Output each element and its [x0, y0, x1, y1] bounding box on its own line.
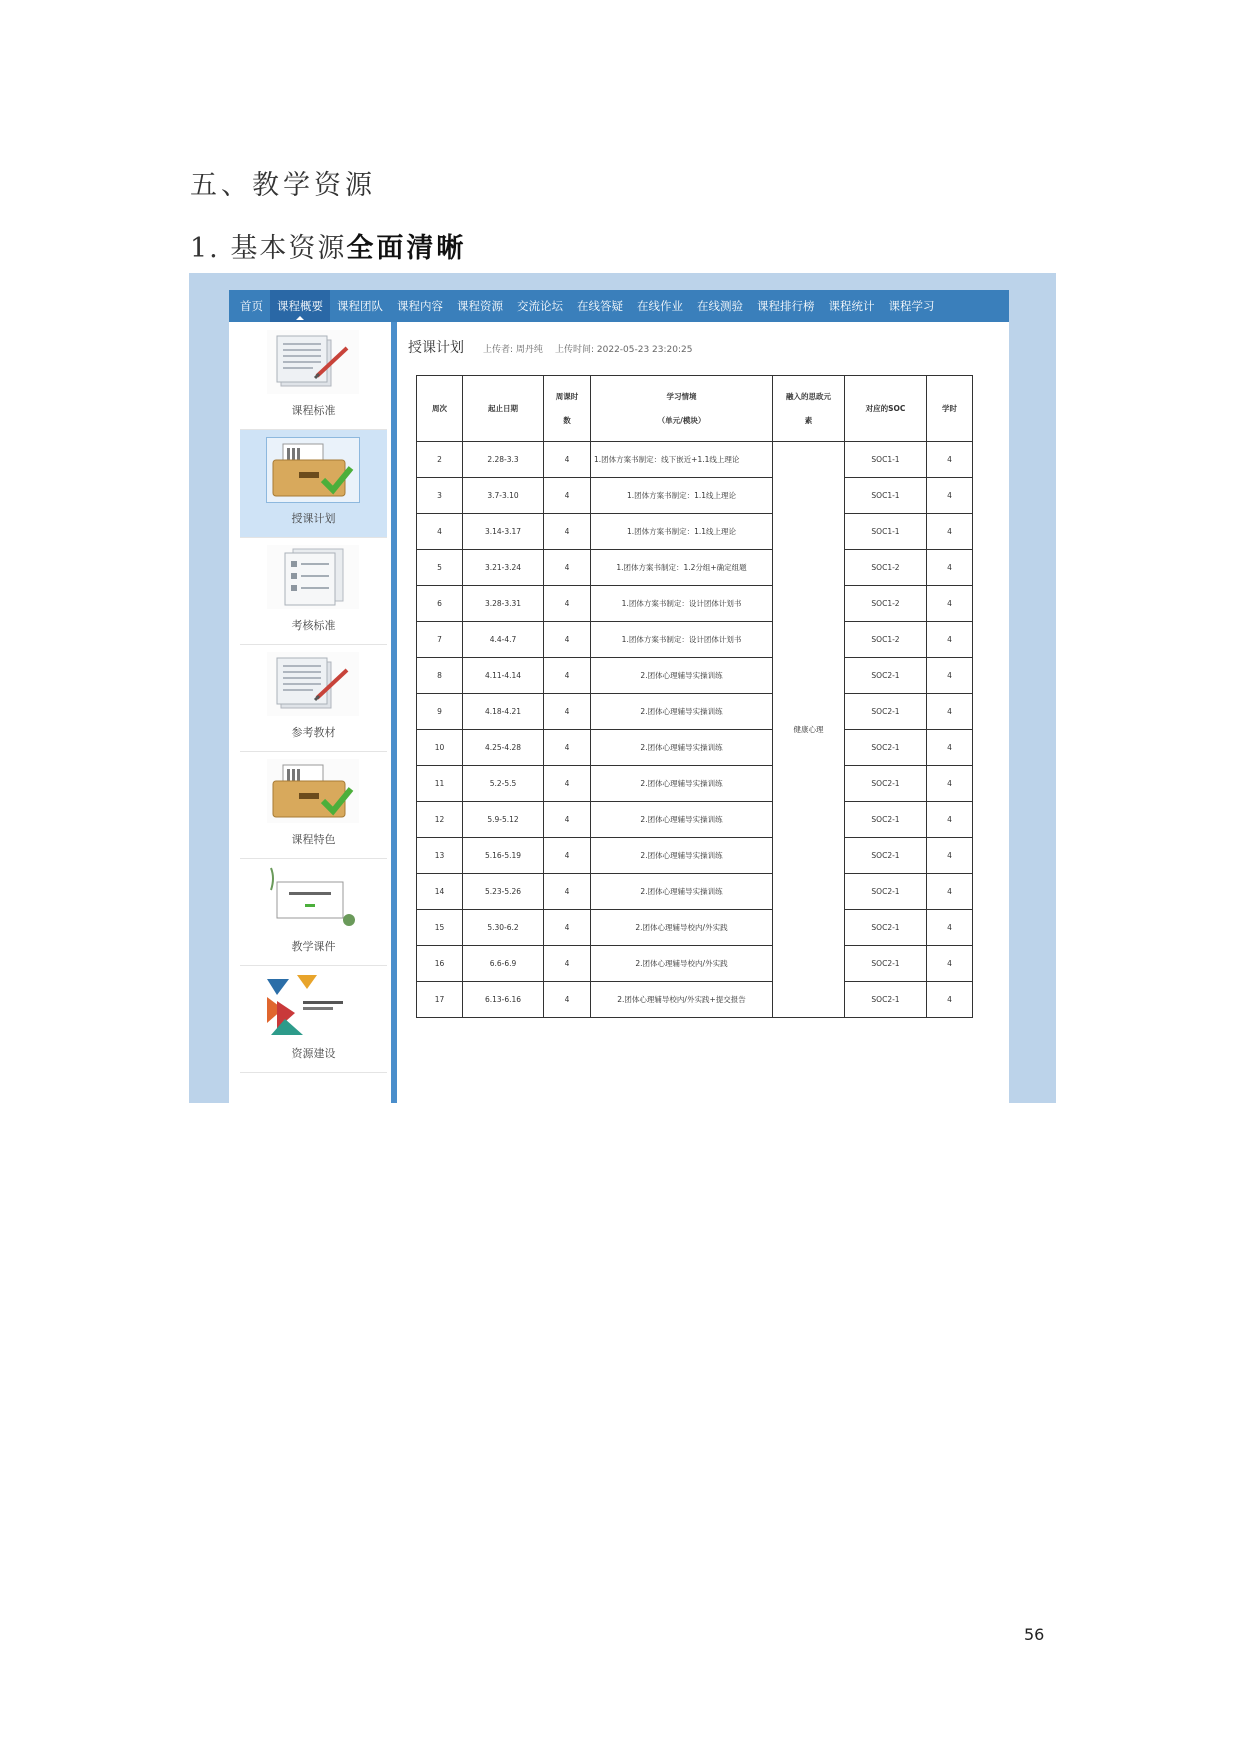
cell-week: 16 — [417, 946, 463, 982]
header-credit: 学时 — [927, 376, 973, 442]
cell-soc: SOC2-1 — [845, 730, 927, 766]
cell-hours: 4 — [544, 514, 591, 550]
nav-item-stats[interactable]: 课程统计 — [828, 299, 875, 313]
folder-check-icon — [267, 438, 359, 502]
header-week: 周次 — [417, 376, 463, 442]
cell-dates: 5.2-5.5 — [463, 766, 544, 802]
teaching-plan-table — [416, 375, 973, 1018]
cell-hours: 4 — [544, 550, 591, 586]
cell-week: 6 — [417, 586, 463, 622]
table-row — [417, 910, 973, 946]
cell-topic: 2.团体心理辅导实操训练 — [591, 802, 773, 838]
sidebar-item-resource-building[interactable] — [240, 965, 387, 1073]
cell-week: 3 — [417, 478, 463, 514]
header-ideology-line2: 素 — [804, 415, 813, 425]
nav-item-overview[interactable]: 课程概要 — [270, 290, 330, 322]
nav-item-team[interactable]: 课程团队 — [337, 299, 383, 313]
header-weekly-hours-line2: 数 — [563, 415, 571, 425]
sidebar-item-reference-books[interactable] — [240, 644, 387, 752]
cell-hours: 4 — [544, 730, 591, 766]
cell-week: 8 — [417, 658, 463, 694]
cell-week: 7 — [417, 622, 463, 658]
header-topic-line2: （单元/模块） — [657, 415, 706, 425]
sidebar-item-label: 课程特色 — [291, 833, 336, 846]
main-panel — [397, 322, 1009, 1103]
cell-hours: 4 — [544, 694, 591, 730]
nav-item-qa[interactable]: 在线答疑 — [577, 299, 623, 313]
table-row — [417, 622, 973, 658]
cell-dates: 3.7-3.10 — [463, 478, 544, 514]
cell-soc: SOC2-1 — [845, 838, 927, 874]
header-ideology-line1: 融入的思政元 — [786, 391, 831, 401]
cell-topic: 2.团体心理辅导实操训练 — [591, 658, 773, 694]
upload-time-text: 上传时间: 2022-05-23 23:20:25 — [555, 345, 693, 355]
cell-soc: SOC1-2 — [845, 586, 927, 622]
cell-credit: 4 — [927, 874, 973, 910]
sidebar — [229, 322, 391, 1103]
table-row — [417, 442, 973, 478]
cover-thumb-icon — [267, 973, 359, 1037]
cell-topic: 1.团体方案书制定：设计团体计划书 — [591, 586, 773, 622]
sidebar-item-course-standard[interactable] — [240, 322, 387, 430]
uploader-text: 上传者: 周丹纯 — [483, 345, 543, 355]
cell-soc: SOC2-1 — [845, 874, 927, 910]
table-body — [417, 442, 973, 1018]
sidebar-item-label: 资源建设 — [291, 1047, 336, 1060]
sidebar-item-assessment[interactable] — [240, 537, 387, 645]
table-row — [417, 658, 973, 694]
slide-thumb-icon — [267, 866, 359, 930]
cell-topic: 2.团体心理辅导实操训练 — [591, 694, 773, 730]
cell-credit: 4 — [927, 658, 973, 694]
cell-soc: SOC2-1 — [845, 658, 927, 694]
sidebar-item-label: 考核标准 — [291, 619, 336, 632]
cell-credit: 4 — [927, 910, 973, 946]
cell-credit: 4 — [927, 766, 973, 802]
cell-credit: 4 — [927, 478, 973, 514]
cell-week: 10 — [417, 730, 463, 766]
table-row — [417, 694, 973, 730]
cell-topic: 2.团体心理辅导实操训练 — [591, 766, 773, 802]
header-soc: 对应的SOC — [845, 376, 927, 442]
cell-hours: 4 — [544, 946, 591, 982]
cell-credit: 4 — [927, 550, 973, 586]
table-row — [417, 586, 973, 622]
cell-dates: 4.18-4.21 — [463, 694, 544, 730]
nav-item-resources[interactable]: 课程资源 — [457, 299, 503, 313]
nav-item-content[interactable]: 课程内容 — [397, 299, 443, 313]
cell-dates: 3.21-3.24 — [463, 550, 544, 586]
cell-soc: SOC2-1 — [845, 802, 927, 838]
cell-dates: 5.9-5.12 — [463, 802, 544, 838]
cell-hours: 4 — [544, 766, 591, 802]
cell-topic: 2.团体心理辅导校内/外实践 — [591, 910, 773, 946]
cell-week: 12 — [417, 802, 463, 838]
nav-item-quiz[interactable]: 在线测验 — [697, 299, 743, 313]
cell-week: 4 — [417, 514, 463, 550]
table-row — [417, 730, 973, 766]
sidebar-item-label: 教学课件 — [291, 940, 336, 953]
subsection-heading-prefix: 1. 基本资源 — [190, 233, 347, 264]
page-number: 56 — [1024, 1625, 1045, 1644]
nav-item-ranking[interactable]: 课程排行榜 — [757, 299, 815, 313]
screenshot-frame — [189, 273, 1056, 1103]
cell-hours: 4 — [544, 982, 591, 1018]
cell-week: 9 — [417, 694, 463, 730]
cell-dates: 5.30-6.2 — [463, 910, 544, 946]
cell-credit: 4 — [927, 982, 973, 1018]
header-topic — [591, 376, 773, 442]
cell-hours: 4 — [544, 658, 591, 694]
page-title: 授课计划 — [408, 340, 464, 356]
cell-topic: 1.团体方案书制定：1.2分组+确定组题 — [591, 550, 773, 586]
cell-credit: 4 — [927, 946, 973, 982]
cell-dates: 6.13-6.16 — [463, 982, 544, 1018]
cell-dates: 4.11-4.14 — [463, 658, 544, 694]
cell-week: 2 — [417, 442, 463, 478]
folder-check-icon — [267, 759, 359, 823]
sidebar-item-courseware[interactable] — [240, 858, 387, 966]
cell-credit: 4 — [927, 694, 973, 730]
table-row — [417, 550, 973, 586]
cell-topic: 1.团体方案书制定：设计团体计划书 — [591, 622, 773, 658]
cell-week: 5 — [417, 550, 463, 586]
subsection-heading-bold: 全面清晰 — [346, 233, 467, 264]
cell-soc: SOC2-1 — [845, 766, 927, 802]
section-heading: 五、教学资源 — [190, 170, 376, 201]
subsection-heading — [190, 226, 466, 265]
table-row — [417, 514, 973, 550]
nav-item-homework[interactable]: 在线作业 — [637, 299, 683, 313]
cell-dates: 2.28-3.3 — [463, 442, 544, 478]
sidebar-item-label: 参考教材 — [291, 726, 336, 739]
cell-dates: 3.14-3.17 — [463, 514, 544, 550]
cell-topic: 1.团体方案书制定：1.1线上理论 — [591, 514, 773, 550]
cell-topic: 2.团体心理辅导实操训练 — [591, 838, 773, 874]
cell-hours: 4 — [544, 802, 591, 838]
cell-soc: SOC1-2 — [845, 622, 927, 658]
cell-week: 11 — [417, 766, 463, 802]
cell-hours: 4 — [544, 478, 591, 514]
list-doc-icon — [267, 545, 359, 609]
nav-item-study[interactable]: 课程学习 — [888, 299, 935, 313]
cell-dates: 3.28-3.31 — [463, 586, 544, 622]
cell-credit: 4 — [927, 730, 973, 766]
cell-hours: 4 — [544, 442, 591, 478]
cell-soc: SOC1-1 — [845, 442, 927, 478]
cell-credit: 4 — [927, 514, 973, 550]
cell-week: 14 — [417, 874, 463, 910]
cell-topic: 1.团体方案书制定：线下嵌近+1.1线上理论 — [591, 442, 773, 478]
cell-soc: SOC1-1 — [845, 478, 927, 514]
cell-topic: 2.团体心理辅导实操训练 — [591, 730, 773, 766]
table-header-row — [417, 376, 973, 442]
header-topic-line1: 学习情境 — [666, 391, 697, 401]
document-pen-icon — [267, 652, 359, 716]
sidebar-item-label: 课程标准 — [291, 404, 336, 417]
cell-topic: 2.团体心理辅导校内/外实践 — [591, 946, 773, 982]
cell-topic: 2.团体心理辅导实操训练 — [591, 874, 773, 910]
table-row — [417, 946, 973, 982]
table-row — [417, 838, 973, 874]
cell-soc: SOC2-1 — [845, 910, 927, 946]
table-row — [417, 874, 973, 910]
cell-week: 13 — [417, 838, 463, 874]
header-dates: 起止日期 — [463, 376, 544, 442]
sidebar-item-features[interactable] — [240, 751, 387, 859]
header-weekly-hours-line1: 周课时 — [555, 391, 579, 401]
cell-hours: 4 — [544, 874, 591, 910]
cell-soc: SOC2-1 — [845, 694, 927, 730]
cell-week: 15 — [417, 910, 463, 946]
top-nav — [229, 290, 1009, 322]
cell-topic: 2.团体心理辅导校内/外实践+提交报告 — [591, 982, 773, 1018]
table-row — [417, 478, 973, 514]
cell-hours: 4 — [544, 586, 591, 622]
cell-hours: 4 — [544, 910, 591, 946]
cell-dates: 4.25-4.28 — [463, 730, 544, 766]
document-pen-icon — [267, 330, 359, 394]
nav-item-forum[interactable]: 交流论坛 — [517, 299, 563, 313]
nav-item-home[interactable]: 首页 — [240, 299, 263, 313]
cell-soc: SOC2-1 — [845, 982, 927, 1018]
table-row — [417, 802, 973, 838]
cell-credit: 4 — [927, 586, 973, 622]
cell-dates: 6.6-6.9 — [463, 946, 544, 982]
cell-credit: 4 — [927, 442, 973, 478]
cell-hours: 4 — [544, 622, 591, 658]
cell-credit: 4 — [927, 838, 973, 874]
cell-hours: 4 — [544, 838, 591, 874]
cell-soc: SOC1-2 — [845, 550, 927, 586]
cell-dates: 5.23-5.26 — [463, 874, 544, 910]
cell-ideology-merged: 健康心理 — [773, 442, 845, 1018]
table-row — [417, 766, 973, 802]
sidebar-item-label: 授课计划 — [291, 512, 336, 525]
header-ideology — [773, 376, 845, 442]
cell-week: 17 — [417, 982, 463, 1018]
cell-credit: 4 — [927, 622, 973, 658]
cell-dates: 5.16-5.19 — [463, 838, 544, 874]
table-row — [417, 982, 973, 1018]
cell-dates: 4.4-4.7 — [463, 622, 544, 658]
cell-soc: SOC1-1 — [845, 514, 927, 550]
header-weekly-hours — [544, 376, 591, 442]
cell-topic: 1.团体方案书制定：1.1线上理论 — [591, 478, 773, 514]
cell-credit: 4 — [927, 802, 973, 838]
sidebar-item-teaching-plan[interactable] — [240, 430, 387, 538]
cell-soc: SOC2-1 — [845, 946, 927, 982]
